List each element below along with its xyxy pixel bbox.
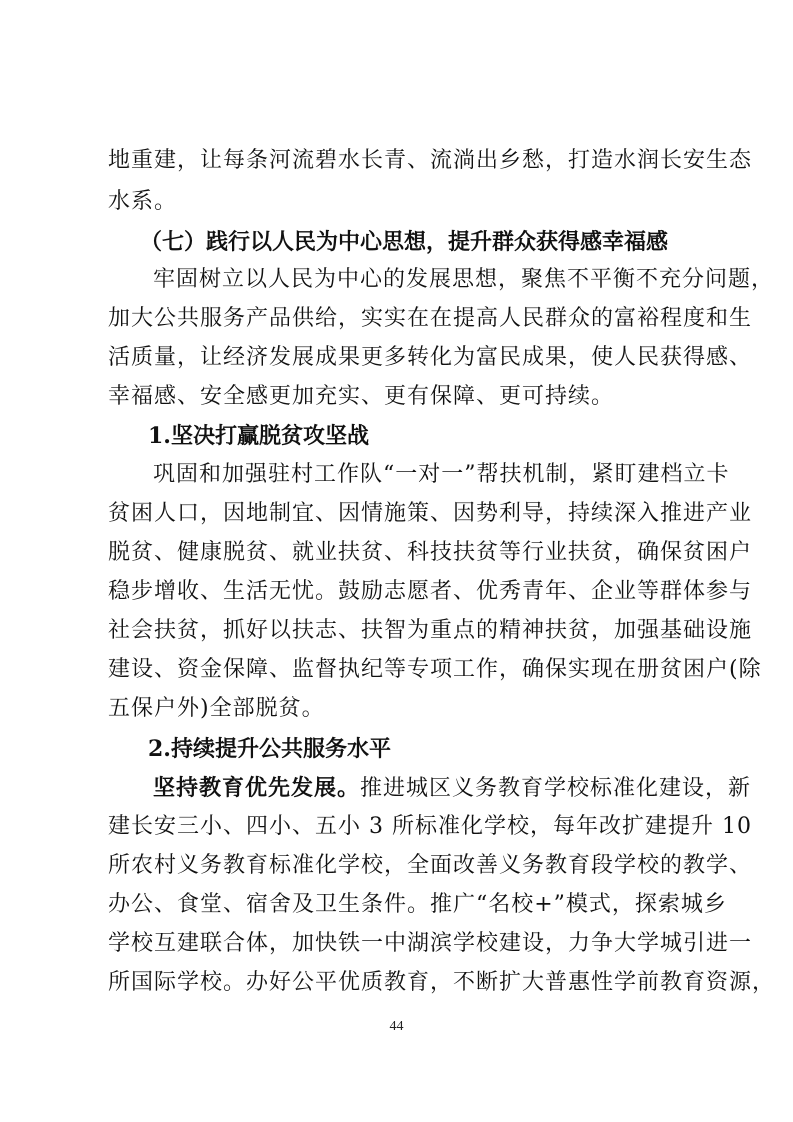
paragraph-line: 水系。 bbox=[108, 189, 178, 214]
paragraph-line: 建长安三小、四小、五小 3 所标准化学校，每年改扩建提升 10 bbox=[108, 814, 752, 839]
paragraph-line: 所农村义务教育标准化学校，全面改善义务教育段学校的教学、 bbox=[108, 853, 753, 878]
paragraph-line: 牢固树立以人民为中心的发展思想，聚焦不平衡不充分问题， bbox=[153, 267, 775, 292]
section-heading: （七）践行以人民为中心思想，提升群众获得感幸福感 bbox=[140, 229, 669, 255]
subsection-heading: 1.坚决打赢脱贫攻坚战 bbox=[148, 423, 369, 449]
lead-text: 推进城区义务教育学校标准化建设，新 bbox=[360, 776, 752, 801]
paragraph-line: 建设、资金保障、监督执纪等专项工作，确保实现在册贫困户(除 bbox=[108, 657, 762, 682]
paragraph-line: 五保户外)全部脱贫。 bbox=[108, 696, 325, 721]
lead-emphasis: 坚持教育优先发展。 bbox=[153, 775, 361, 801]
paragraph-line: 幸福感、安全感更加充实、更有保障、更可持续。 bbox=[108, 384, 615, 409]
subsection-heading: 2.持续提升公共服务水平 bbox=[148, 736, 391, 762]
paragraph-line: 稳步增收、生活无忧。鼓励志愿者、优秀青年、企业等群体参与 bbox=[108, 579, 753, 604]
paragraph-line: 活质量，让经济发展成果更多转化为富民成果，使人民获得感、 bbox=[108, 345, 753, 370]
paragraph-line: 脱贫、健康脱贫、就业扶贫、科技扶贫等行业扶贫，确保贫困户 bbox=[108, 540, 753, 565]
paragraph-line: 学校互建联合体，加快铁一中湖滨学校建设，力争大学城引进一 bbox=[108, 931, 753, 956]
paragraph-line: 社会扶贫，抓好以扶志、扶智为重点的精神扶贫，加强基础设施 bbox=[108, 618, 753, 643]
paragraph-line: 加大公共服务产品供给，实实在在提高人民群众的富裕程度和生 bbox=[108, 306, 753, 331]
paragraph-line: 办公、食堂、宿舍及卫生条件。推广“名校+”模式，探索城乡 bbox=[108, 892, 727, 917]
paragraph-line bbox=[153, 773, 752, 803]
paragraph-line: 所国际学校。办好公平优质教育，不断扩大普惠性学前教育资源， bbox=[108, 970, 776, 995]
paragraph-line: 贫困人口，因地制宜、因情施策、因势利导，持续深入推进产业 bbox=[108, 501, 753, 526]
page-number: 44 bbox=[389, 1019, 404, 1034]
paragraph-line: 地重建，让每条河流碧水长青、流淌出乡愁，打造水润长安生态 bbox=[108, 148, 753, 173]
paragraph-line: 巩固和加强驻村工作队“一对一”帮扶机制，紧盯建档立卡 bbox=[153, 462, 730, 487]
